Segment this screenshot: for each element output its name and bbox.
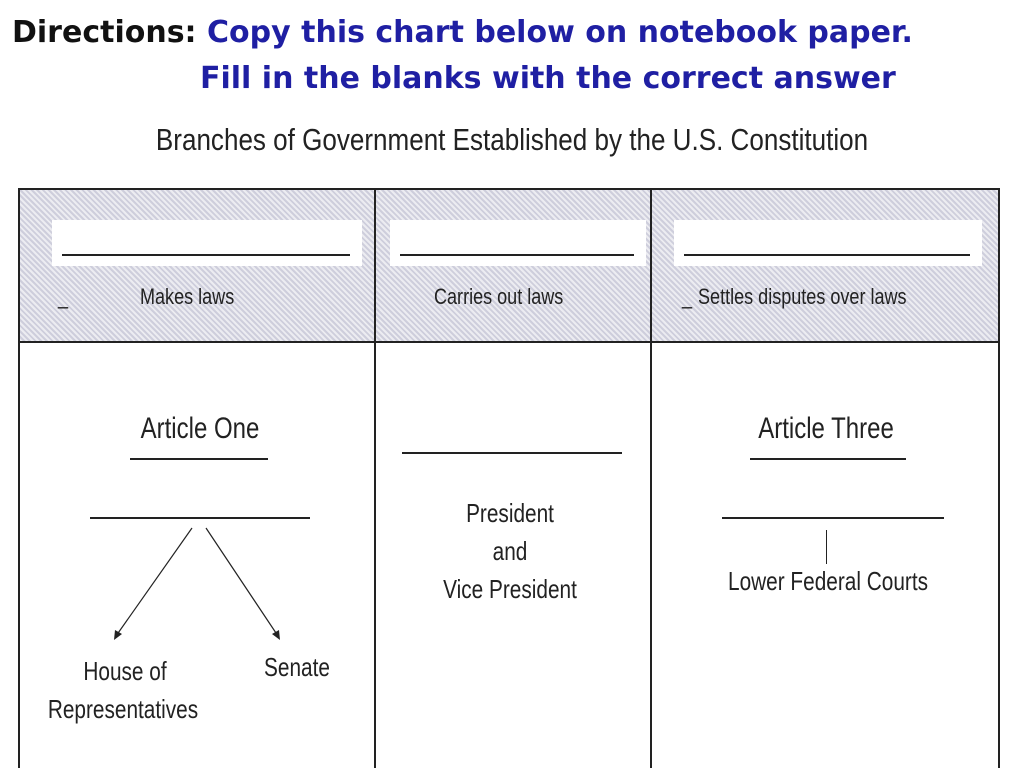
branches-table <box>18 188 1000 768</box>
legislative-desc-dash: _ <box>58 284 69 309</box>
lower-courts-label: Lower Federal Courts <box>728 566 928 596</box>
senate-label: Senate <box>264 652 330 682</box>
legislative-description: Makes laws <box>140 284 235 309</box>
judicial-article: Article Three <box>758 412 894 445</box>
vice-president-label: Vice President <box>443 574 577 604</box>
column-divider <box>374 190 376 768</box>
legislative-article: Article One <box>140 412 260 445</box>
judicial-name-blank <box>674 220 982 266</box>
connector-line <box>826 530 827 564</box>
chart-title: Branches of Government Established by the U.S. Constitution <box>155 122 869 157</box>
column-divider <box>650 190 652 768</box>
article-underline <box>750 458 906 460</box>
article-underline <box>130 458 268 460</box>
legislative-body-blank <box>90 517 310 519</box>
and-label: and <box>492 536 528 566</box>
house-of-label: House of <box>83 656 167 686</box>
executive-name-blank <box>390 220 646 266</box>
executive-description: Carries out laws <box>434 284 564 309</box>
representatives-label: Representatives <box>47 694 199 724</box>
directions-label: Directions: <box>12 15 197 50</box>
directions <box>12 10 913 96</box>
header-row <box>20 190 998 343</box>
branch-arrows <box>100 520 300 648</box>
executive-article-blank <box>402 452 622 454</box>
judicial-desc-dash: _ <box>682 284 693 309</box>
directions-line1: Copy this chart below on notebook paper. <box>207 15 913 50</box>
president-label: President <box>466 498 554 528</box>
judicial-body-blank <box>722 517 944 519</box>
legislative-name-blank <box>52 220 362 266</box>
judicial-description: Settles disputes over laws <box>698 284 907 309</box>
directions-line2: Fill in the blanks with the correct answer <box>200 61 896 96</box>
